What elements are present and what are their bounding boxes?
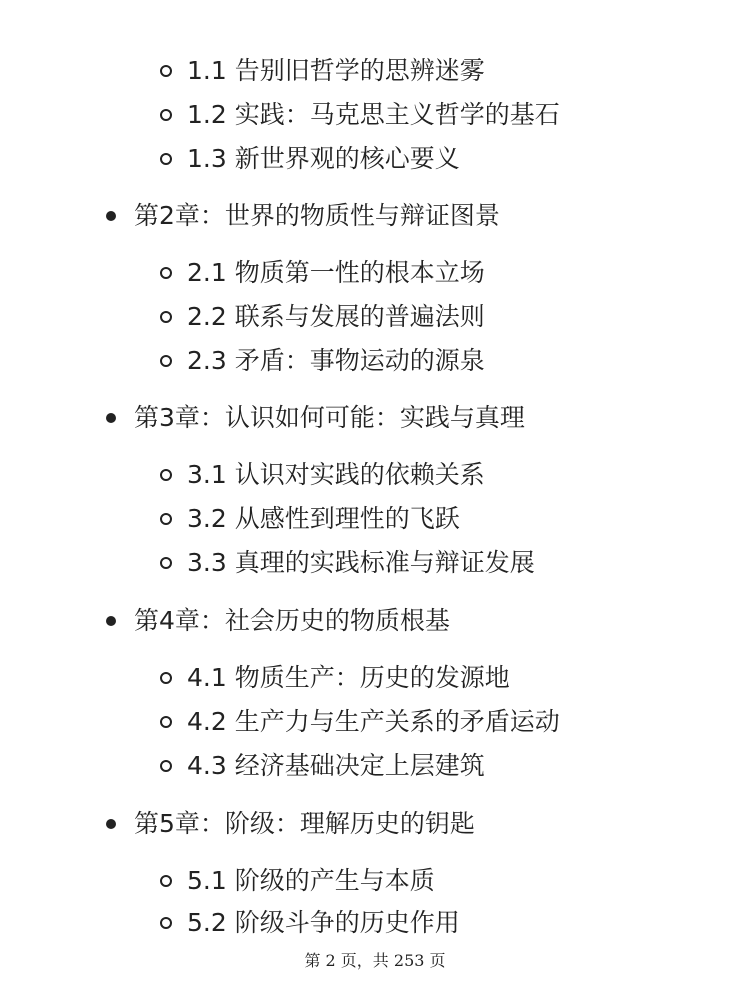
chapter-title: 第3章：认识如何可能：实践与真理 bbox=[134, 403, 525, 432]
hollow-bullet-icon bbox=[160, 311, 172, 323]
section-title: 阶级斗争的历史作用 bbox=[234, 908, 460, 937]
section-number: 2.2 bbox=[187, 302, 227, 331]
solid-bullet-icon bbox=[106, 819, 116, 829]
toc-subsection-item bbox=[160, 253, 485, 293]
hollow-bullet-icon bbox=[160, 65, 172, 77]
solid-bullet-icon bbox=[106, 616, 116, 626]
toc-subsection-item bbox=[160, 455, 485, 495]
chapter-title: 第5章：阶级：理解历史的钥匙 bbox=[134, 809, 475, 838]
section-title: 从感性到理性的飞跃 bbox=[234, 504, 460, 533]
section-number: 2.1 bbox=[187, 258, 227, 287]
section-number: 1.3 bbox=[187, 144, 227, 173]
section-number: 5.1 bbox=[187, 866, 227, 895]
toc-chapter-item bbox=[106, 601, 450, 641]
page-number-footer: 第 2 页，共 253 页 bbox=[304, 951, 446, 970]
hollow-bullet-icon bbox=[160, 355, 172, 367]
toc-subsection-item bbox=[160, 297, 485, 337]
solid-bullet-icon bbox=[106, 413, 116, 423]
section-number: 4.3 bbox=[187, 751, 227, 780]
toc-subsection-item bbox=[160, 543, 535, 583]
section-title: 物质第一性的根本立场 bbox=[234, 258, 485, 287]
toc-subsection-item bbox=[160, 746, 485, 786]
hollow-bullet-icon bbox=[160, 760, 172, 772]
section-title: 阶级的产生与本质 bbox=[234, 866, 435, 895]
toc-subsection-item bbox=[160, 861, 435, 901]
chapter-title: 第2章：世界的物质性与辩证图景 bbox=[134, 201, 500, 230]
section-number: 3.2 bbox=[187, 504, 227, 533]
toc-chapter-item bbox=[106, 398, 525, 438]
solid-bullet-icon bbox=[106, 211, 116, 221]
section-number: 2.3 bbox=[187, 346, 227, 375]
hollow-bullet-icon bbox=[160, 513, 172, 525]
toc-subsection-item bbox=[160, 341, 485, 381]
toc-subsection-item bbox=[160, 139, 460, 179]
hollow-bullet-icon bbox=[160, 469, 172, 481]
section-title: 真理的实践标准与辩证发展 bbox=[234, 548, 535, 577]
toc-subsection-item bbox=[160, 702, 560, 742]
hollow-bullet-icon bbox=[160, 716, 172, 728]
toc-subsection-item bbox=[160, 499, 460, 539]
section-title: 生产力与生产关系的矛盾运动 bbox=[234, 707, 560, 736]
hollow-bullet-icon bbox=[160, 875, 172, 887]
section-title: 告别旧哲学的思辨迷雾 bbox=[234, 56, 485, 85]
hollow-bullet-icon bbox=[160, 267, 172, 279]
section-number: 1.2 bbox=[187, 100, 227, 129]
section-title: 物质生产：历史的发源地 bbox=[234, 663, 510, 692]
section-number: 3.1 bbox=[187, 460, 227, 489]
section-title: 矛盾：事物运动的源泉 bbox=[234, 346, 485, 375]
section-number: 5.2 bbox=[187, 908, 227, 937]
toc-chapter-item bbox=[106, 196, 500, 236]
toc-subsection-item bbox=[160, 658, 510, 698]
section-title: 认识对实践的依赖关系 bbox=[234, 460, 485, 489]
section-title: 实践：马克思主义哲学的基石 bbox=[234, 100, 560, 129]
section-number: 4.1 bbox=[187, 663, 227, 692]
section-number: 4.2 bbox=[187, 707, 227, 736]
toc-chapter-item bbox=[106, 804, 475, 844]
section-title: 新世界观的核心要义 bbox=[234, 144, 460, 173]
hollow-bullet-icon bbox=[160, 109, 172, 121]
toc-subsection-item bbox=[160, 51, 485, 91]
toc-subsection-item bbox=[160, 95, 560, 135]
hollow-bullet-icon bbox=[160, 153, 172, 165]
section-number: 3.3 bbox=[187, 548, 227, 577]
chapter-title: 第4章：社会历史的物质根基 bbox=[134, 606, 450, 635]
hollow-bullet-icon bbox=[160, 917, 172, 929]
hollow-bullet-icon bbox=[160, 557, 172, 569]
section-title: 经济基础决定上层建筑 bbox=[234, 751, 485, 780]
hollow-bullet-icon bbox=[160, 672, 172, 684]
toc-subsection-item bbox=[160, 903, 460, 943]
section-number: 1.1 bbox=[187, 56, 227, 85]
section-title: 联系与发展的普遍法则 bbox=[234, 302, 485, 331]
